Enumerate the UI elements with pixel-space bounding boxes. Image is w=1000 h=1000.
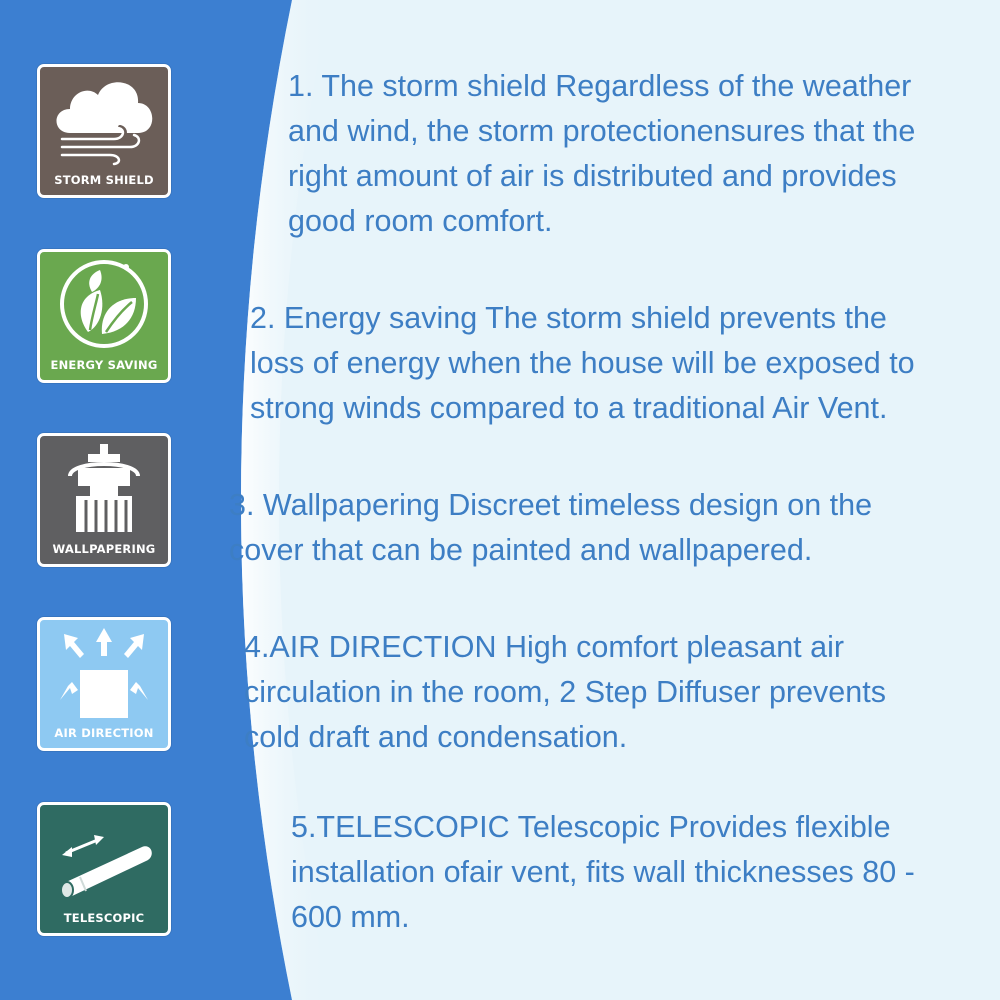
wallpapering-badge: [37, 433, 171, 567]
energy-saving-badge: [37, 249, 171, 383]
text-line: 4.AIR DIRECTION High comfort pleasant air: [244, 630, 845, 664]
leaves-icon: [40, 252, 168, 352]
paint-brush-icon: [40, 436, 168, 536]
storm-shield-label: STORM SHIELD: [54, 173, 154, 187]
air-direction-description: [244, 625, 886, 760]
text-line: and wind, the storm protectionensures that the: [288, 114, 916, 148]
energy-saving-label: ENERGY SAVING: [50, 358, 158, 372]
text-line: 3. Wallpapering Discreet timeless design on the: [229, 488, 873, 522]
air-direction-badge: [37, 617, 171, 751]
text-line: good room comfort.: [288, 204, 553, 238]
air-arrows-icon: [40, 620, 168, 720]
air-direction-label: AIR DIRECTION: [54, 726, 154, 740]
text-line: loss of energy when the house will be exposed to: [250, 346, 915, 380]
text-line: circulation in the room, 2 Step Diffuser prevents: [244, 675, 886, 709]
text-line: 600 mm.: [291, 900, 410, 934]
telescopic-description: [291, 805, 915, 940]
text-line: installation ofair vent, fits wall thicknesses 80 -: [291, 855, 915, 889]
text-line: cover that can be painted and wallpapered.: [229, 533, 813, 567]
text-line: cold draft and condensation.: [244, 720, 628, 754]
text-line: right amount of air is distributed and provides: [288, 159, 897, 193]
wallpapering-label: WALLPAPERING: [52, 542, 156, 556]
cloud-wind-icon: [40, 67, 168, 167]
storm-shield-description: [288, 64, 915, 244]
wallpapering-description: [229, 483, 872, 573]
text-line: strong winds compared to a traditional Air Vent.: [250, 391, 888, 425]
telescopic-badge: [37, 802, 171, 936]
text-line: 1. The storm shield Regardless of the weather: [288, 69, 912, 103]
telescopic-label: TELESCOPIC: [63, 911, 145, 925]
energy-saving-description: [250, 296, 915, 431]
storm-shield-badge: [37, 64, 171, 198]
telescopic-tube-icon: [40, 805, 168, 905]
text-line: 2. Energy saving The storm shield prevents the: [250, 301, 887, 335]
text-line: 5.TELESCOPIC Telescopic Provides flexible: [291, 810, 891, 844]
